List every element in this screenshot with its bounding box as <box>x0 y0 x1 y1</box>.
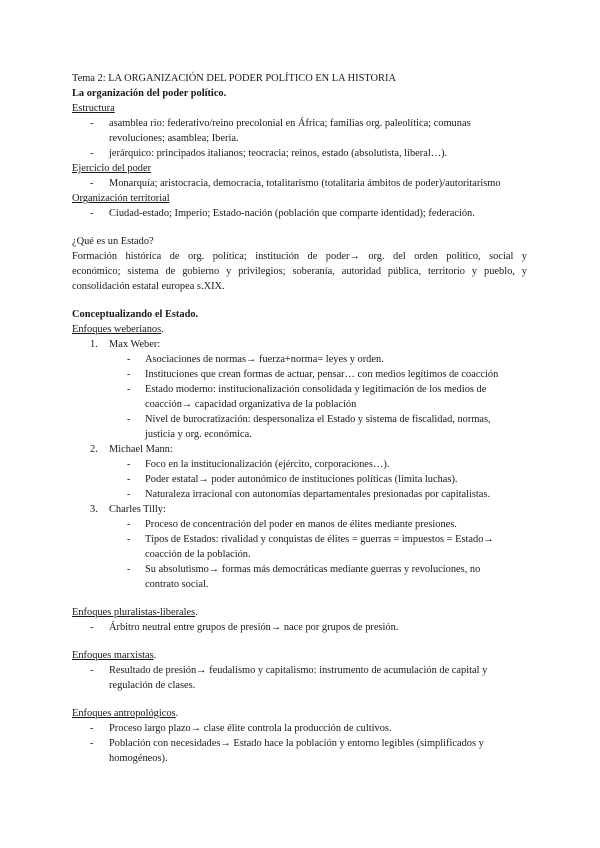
dash-marker: - <box>90 148 94 159</box>
numbered-item-weber <box>72 337 527 352</box>
list-item: - Nivel de burocratización: despersonaliza el Estado y sistema de fiscalidad, normas, justicia y org. económica. <box>127 414 491 440</box>
list-item: - Árbitro neutral entre grupos de presión→ nace por grupos de presión. <box>90 622 399 633</box>
list-item: - Estado moderno: institucionalización consolidada y legitimación de los medios de coacción→ capacidad organizativa de la población <box>127 384 487 410</box>
section-heading-organizacion: La organización del poder político. <box>72 88 227 99</box>
subsection-label-pluralistas: Enfoques pluralistas-liberales <box>72 607 196 618</box>
paragraph-line: económico; sistema de gobierno y privilegios; soberanía, autoridad pública, territorio y pueblo, y <box>72 266 527 277</box>
numbered-item-tilly <box>72 502 527 517</box>
list-item: - jerárquico: principados italianos; teocracia; reinos, estado (absolutista, liberal…). <box>90 148 448 159</box>
subsection-label-organizacion: Organización territorial <box>72 193 170 204</box>
list-item: - Poder estatal→ poder autonómico de instituciones políticas (limita luchas). <box>127 474 458 485</box>
list-item: - Su absolutismo→ formas más democráticas mediante guerras y revoluciones, no contrato social. <box>127 564 481 590</box>
list-item: - Asociaciones de normas→ fuerza+norma= leyes y orden. <box>127 354 384 365</box>
list-item: - Foco en la institucionalización (ejército, corporaciones…). <box>127 459 390 470</box>
author-name: Max Weber: <box>109 339 161 350</box>
numbered-item-mann <box>72 442 527 457</box>
section-heading-conceptualizando: Conceptualizando el Estado. <box>72 309 199 320</box>
paragraph-line: consolidación estatal europea s.XIX. <box>72 281 225 292</box>
subsection-label-weberianos: Enfoques weberianos <box>72 324 162 335</box>
list-item: - Naturaleza irracional con autonomías departamentales presionadas por capitalistas. <box>127 489 491 500</box>
list-item: - Población con necesidades→ Estado hace la población y entorno legibles (simplificados y homogéneos). <box>90 738 484 764</box>
subsection-label-ejercicio: Ejercicio del poder <box>72 163 152 174</box>
number-marker: 3. <box>90 504 98 515</box>
list-item: - Proceso de concentración del poder en manos de élites mediante presiones. <box>127 519 457 530</box>
question-estado: ¿Qué es un Estado? <box>72 236 154 247</box>
author-name: Michael Mann: <box>109 444 173 455</box>
list-item: - Instituciones que crean formas de actuar, pensar… con medios legítimos de coacción <box>127 369 499 380</box>
number-marker: 2. <box>90 444 98 455</box>
number-marker: 1. <box>90 339 98 350</box>
paragraph-line: Formación histórica de org. política; institución de poder→ org. del orden político, social y <box>72 251 527 262</box>
subsection-label-estructura: Estructura <box>72 103 115 114</box>
document-content: Tema 2: LA ORGANIZACIÓN DEL PODER POLÍTICO EN LA HISTORIA La organización del poder político. Estructura - asamblea rio: federativo/reino precolonial en África; familias org. paleolítica; comunas revoluciones; asamblea; Iberia. - jerárquico: principados italianos; teocracia; reinos, estado (absolutista, liberal…). Ejercicio del poder - Monarquía; aristocracia, democracia, totalitarismo (totalitaria ámbitos de poder)/autoritarismo Organización territorial - Ciudad-estado; Imperio; Estado-nación (población que comparte identidad); federación. ¿Qué es un Estado? Formación histórica de org. política; institución de poder→ org. del orden político, social y económico; sistema de gobierno y privilegios; soberanía, autoridad pública, territorio y pueblo, y consolidación estatal europea s.XIX. Conceptualizando el Estado. Enfoques weberianos. 1. Max Weber: - Asociaciones de normas→ fuerza+norma= leyes y orden. - Instituciones que crean formas de actuar, pensar… con medios legítimos de coacción - Estado moderno: institucionalización consolidada y legitimación de los medios de coacción→ capacidad organizativa de la población - Nivel de burocratización: despersonaliza el Estado y sistema de fiscalidad, normas, justicia y org. económica. 2. Michael Mann: - Foco en la institucionalización (ejército, corporaciones…). - Poder estatal→ poder autonómico de instituciones políticas (limita luchas). - Naturaleza irracional con autonomías departamentales presionadas por capitalistas. 3. Charles Tilly: - Proceso de concentración del poder en manos de élites mediante presiones. - Tipos de Estados: rivalidad y conquistas de élites = guerras = impuestos = Estado→ coacción de la población. - Su absolutismo→ formas más democráticas mediante guerras y revoluciones, no contrato social. Enfoques pluralistas-liberales. - Árbitro neutral entre grupos de presión→ nace por grupos de presión. Enfoques marxistas. - Resultado de presión→ feudalismo y capitalismo: instrumento de acumulación de capital y regulación de clases. Enfoques antropológicos. - Proceso largo plazo→ clase élite controla la producción de cultivos. - Población con necesidades→ Estado hace la población y entorno legibles (simplificados y homogéneos). <box>72 73 527 764</box>
list-item: - Resultado de presión→ feudalismo y capitalismo: instrumento de acumulación de capital y regulación de clases. <box>90 665 488 691</box>
list-item: - Monarquía; aristocracia, democracia, totalitarismo (totalitaria ámbitos de poder)/autoritarismo <box>90 178 501 189</box>
author-name: Charles Tilly: <box>109 504 166 515</box>
list-item: - Ciudad-estado; Imperio; Estado-nación (población que comparte identidad); federación. <box>90 208 475 219</box>
list-item: - Tipos de Estados: rivalidad y conquistas de élites = guerras = impuestos = Estado→ coacción de la población. <box>127 534 494 560</box>
subsection-label-antropologicos: Enfoques antropológicos <box>72 708 176 719</box>
list-item: - Proceso largo plazo→ clase élite controla la producción de cultivos. <box>90 723 392 734</box>
dash-marker: - <box>90 118 94 129</box>
dash-marker: - <box>90 208 94 219</box>
subsection-label-marxistas: Enfoques marxistas <box>72 650 154 661</box>
list-item: - asamblea rio: federativo/reino precolonial en África; familias org. paleolítica; comunas revoluciones; asamblea; Iberia. <box>90 118 471 144</box>
dash-marker: - <box>90 178 94 189</box>
document-title: Tema 2: LA ORGANIZACIÓN DEL PODER POLÍTICO EN LA HISTORIA <box>72 73 396 84</box>
